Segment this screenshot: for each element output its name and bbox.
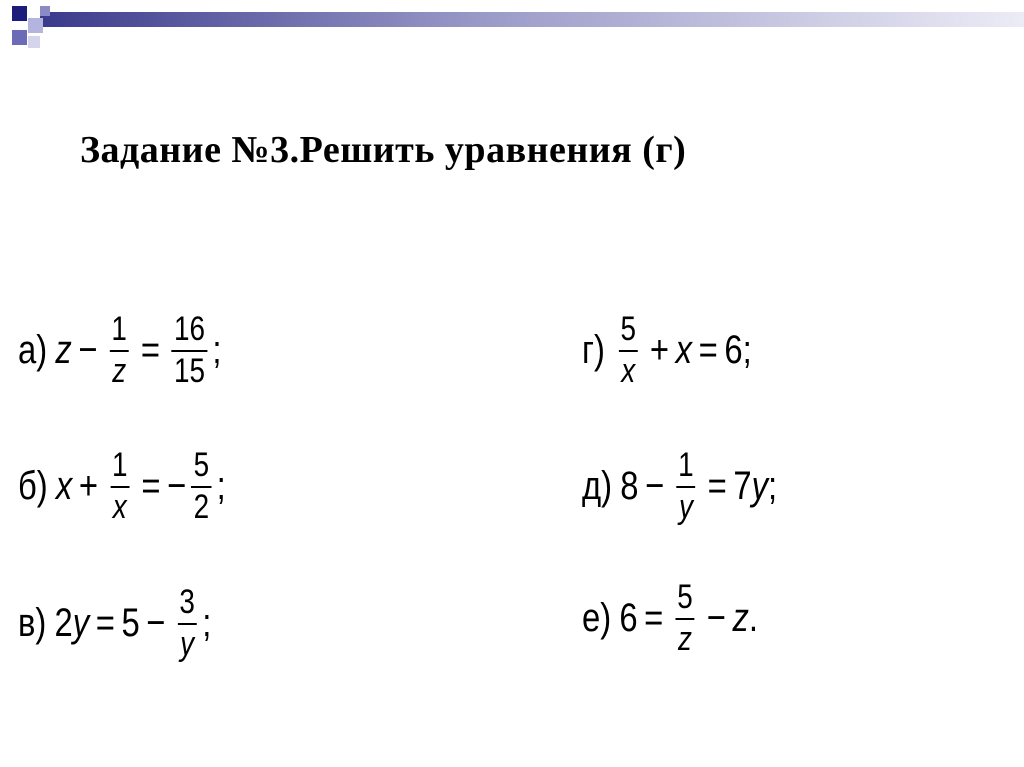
- numerator: 1: [111, 310, 127, 348]
- constant: 8: [620, 464, 639, 509]
- equals-sign: =: [95, 601, 115, 646]
- equals-sign: =: [141, 464, 161, 509]
- equation-d: [582, 312, 752, 389]
- deco-square: [12, 6, 27, 21]
- equals-sign: =: [707, 464, 727, 509]
- numerator: 16: [173, 310, 205, 348]
- variable: y: [751, 464, 768, 509]
- equation-label: б): [18, 464, 48, 509]
- equation-label: г): [582, 328, 605, 373]
- equation-label: в): [18, 601, 47, 646]
- operator: −: [706, 596, 726, 641]
- fraction: [618, 312, 638, 389]
- equation-a: [18, 312, 222, 389]
- numerator: 5: [677, 578, 693, 616]
- slide-title: Задание №3.Решить уравнения (г): [80, 129, 687, 171]
- equation-b: [18, 448, 226, 525]
- denominator: y: [676, 486, 695, 526]
- operator: −: [78, 328, 98, 373]
- equals-sign: =: [698, 328, 718, 373]
- denominator: y: [178, 623, 197, 663]
- deco-square: [28, 18, 43, 33]
- numerator: 5: [193, 446, 210, 484]
- variable: y: [72, 601, 90, 646]
- terminator: .: [748, 596, 758, 641]
- slide-header-decoration: [0, 0, 1024, 60]
- fraction: [191, 448, 211, 525]
- numerator: 1: [111, 446, 128, 484]
- equals-sign: =: [644, 596, 664, 641]
- operator: +: [649, 328, 670, 373]
- fraction: [675, 580, 695, 657]
- denominator: x: [110, 486, 129, 526]
- denominator: 2: [191, 486, 211, 526]
- terminator: ;: [767, 464, 778, 509]
- equation-f: [582, 580, 758, 657]
- numerator: 3: [179, 583, 195, 621]
- numerator: 5: [620, 310, 636, 348]
- denominator: 15: [172, 350, 208, 390]
- terminator: ;: [202, 601, 212, 646]
- coefficient: 2: [54, 601, 73, 646]
- coefficient: 7: [733, 464, 752, 509]
- minus-sign: −: [167, 464, 187, 509]
- right-hand-side: 6: [724, 328, 743, 373]
- terminator: ;: [216, 464, 226, 509]
- fraction: [109, 312, 129, 389]
- numerator: 1: [678, 446, 694, 484]
- constant: 5: [121, 601, 140, 646]
- denominator: z: [676, 618, 695, 658]
- equation-label: е): [582, 596, 612, 641]
- variable: x: [675, 328, 693, 373]
- fraction: [177, 585, 197, 662]
- fraction: [676, 448, 696, 525]
- operator: −: [146, 601, 166, 646]
- operator: +: [78, 464, 99, 509]
- equals-sign: =: [140, 328, 161, 373]
- constant: 6: [619, 596, 638, 641]
- variable: x: [55, 464, 73, 509]
- denominator: z: [110, 350, 129, 390]
- fraction: [172, 312, 208, 389]
- equation-c: [18, 585, 211, 662]
- operator: −: [645, 464, 665, 509]
- terminator: ;: [212, 328, 222, 373]
- header-bar: [40, 12, 1024, 27]
- deco-square: [40, 6, 50, 16]
- equation-e: [582, 448, 777, 525]
- deco-square: [12, 30, 27, 45]
- denominator: x: [619, 350, 638, 390]
- variable: z: [732, 596, 749, 641]
- equation-label: д): [582, 464, 613, 509]
- deco-square: [28, 36, 40, 48]
- fraction: [110, 448, 130, 525]
- equation-label: а): [18, 328, 48, 373]
- variable: z: [55, 328, 72, 373]
- terminator: ;: [742, 328, 752, 373]
